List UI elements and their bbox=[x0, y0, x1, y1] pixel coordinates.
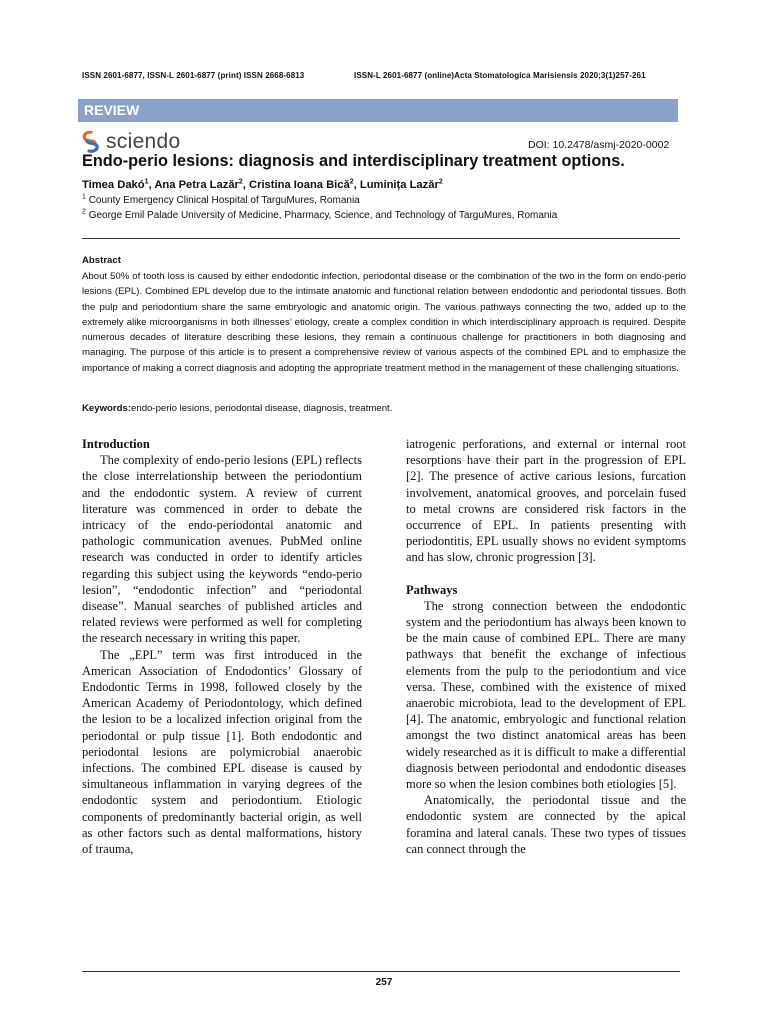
author-name: Cristina Ioana Bică bbox=[249, 179, 350, 191]
abstract-heading: Abstract bbox=[82, 255, 121, 266]
affiliation-number: 1 bbox=[82, 193, 86, 201]
header-issn-print: ISSN 2601-6877, ISSN-L 2601-6877 (print) ISSN 2668-6813 bbox=[82, 71, 305, 80]
author-name: Luminița Lazăr bbox=[359, 179, 439, 191]
affiliation-text: County Emergency Clinical Hospital of TarguMures, Romania bbox=[88, 195, 360, 206]
header-issn-online: ISSN-L 2601-6877 (online)Acta Stomatologica Marisiensis 2020;3(1)257-261 bbox=[354, 71, 646, 80]
paragraph-continuation: iatrogenic perforations, and external or internal root resorptions have their part in the progression of EPL [2]. The presence of active carious lesions, furcation involvement, anatomical grooves, and porcelain fused to metal crowns are considered risk factors in the occurrence of EPL. In patients presenting with periodontitis, EPL usually shows no evident symptoms and has slow, chronic progression [3]. bbox=[406, 437, 686, 565]
header-divider bbox=[82, 238, 680, 239]
footer-divider bbox=[82, 971, 680, 972]
author-name: Timea Dakó bbox=[82, 179, 145, 191]
paragraph: The „EPL” term was first introduced in the American Association of Endodontics’ Glossary of Endodontic Terms in 1998, followed closely by the American Academy of Periodontology, which defined the lesion to be a localized infection original from the periodontal or pulp tissue [1]. Both endodontic and periodontal lesions are polymicrobial anaerobic infections. The combined EPL disease is caused by simultaneous inflammation in varying degrees of the endodontic system and periodontium. Etiologic components of predominantly bacterial origin, as well as other factors such as dental malformations, history of trauma, bbox=[82, 647, 362, 857]
author-name: Ana Petra Lazăr bbox=[154, 179, 239, 191]
left-column bbox=[82, 436, 362, 857]
affiliation-number: 2 bbox=[82, 208, 86, 216]
keywords bbox=[82, 403, 392, 414]
affiliation-1 bbox=[82, 195, 360, 206]
author-affiliation-mark: 2 bbox=[238, 178, 243, 186]
section-label-bar: REVIEW bbox=[78, 99, 678, 122]
page-number: 257 bbox=[375, 977, 393, 988]
author-affiliation-mark: 1 bbox=[144, 178, 149, 186]
author-list: Timea Dakó$^1$, Ana Petra Lazăr$^2$, Cristina Ioana Bică$^2$, Luminița Lazăr$^2$ bbox=[82, 178, 443, 191]
abstract-text: About 50% of tooth loss is caused by either endodontic infection, periodontal disease or the combination of the two in the form on endo-perio lesions (EPL). Combined EPL develop due to the intimate anatomic and functional relation between endodontic and periodontal tissues. Both the pulp and periodontium share the same embryologic and anatomic origin. The various pathways connecting the two, added up to the extremely alike microorganisms in both illnesses’ etiology, create a complex condition in which interdisciplinary approach is required. Despite numerous decades of literature describing these lesions, they remain a continuous challenge for practitioners in both diagnosing and managing. The purpose of this article is to present a comprehensive review of various aspects of the combined EPL and to emphasize the importance of making a correct diagnosis and adopting the appropriate treatment method in the management of these challenging situations. bbox=[82, 271, 686, 374]
keywords-text: endo-perio lesions, periodontal disease, diagnosis, treatment. bbox=[131, 403, 393, 414]
author-affiliation-mark: 2 bbox=[438, 178, 443, 186]
affiliation-2 bbox=[82, 210, 557, 221]
paragraph: The strong connection between the endodontic system and the periodontium has always been known to be the main cause of combined EPL. There are many pathways that benefit the exchange of infectious elements from the pulp to the periodontium and vice versa. These, combined with the existence of mixed anaerobic microbiota, lead to the development of EPL [4]. The anatomic, embryologic and functional relation amongst the two distinct anatomical areas has been widely researched as it is difficult to make a differential diagnosis between periodontal and endodontic diseases more so when the lesion combines both etiologies [5]. bbox=[406, 598, 686, 792]
publisher-logo bbox=[82, 130, 180, 154]
section-heading-pathways: Pathways bbox=[406, 582, 458, 597]
section-heading-introduction: Introduction bbox=[82, 437, 150, 451]
article-title: Endo-perio lesions: diagnosis and interdisciplinary treatment options. bbox=[82, 152, 625, 170]
author-affiliation-mark: 2 bbox=[349, 178, 354, 186]
sciendo-logo-icon bbox=[82, 131, 100, 153]
keywords-label: Keywords: bbox=[82, 403, 132, 414]
paragraph: Anatomically, the periodontal tissue and the endodontic system are connected by the apical foramina and lateral canals. These two types of tissues can connect through the bbox=[406, 793, 686, 856]
publisher-name: sciendo bbox=[106, 130, 181, 153]
affiliation-text: George Emil Palade University of Medicine, Pharmacy, Science, and Technology of TarguMures, Romania bbox=[88, 210, 558, 221]
right-column bbox=[406, 436, 686, 857]
paragraph: The complexity of endo-perio lesions (EPL) reflects the close interrelationship between the periodontium and the endodontic system. A review of current literature was commenced in order to debate the intricacy of the endo-periodontal anatomic and pathologic communication avenues. PubMed online research was conducted in order to identify articles regarding this subject using the keywords “endo-perio lesion”, “endodontic infection” and “periodontal disease”. Manual searches of published articles and related reviews were performed as well for completing the research necessary in writing this paper. bbox=[82, 453, 362, 646]
doi[interactable]: DOI: 10.2478/asmj-2020-0002 bbox=[528, 139, 670, 151]
